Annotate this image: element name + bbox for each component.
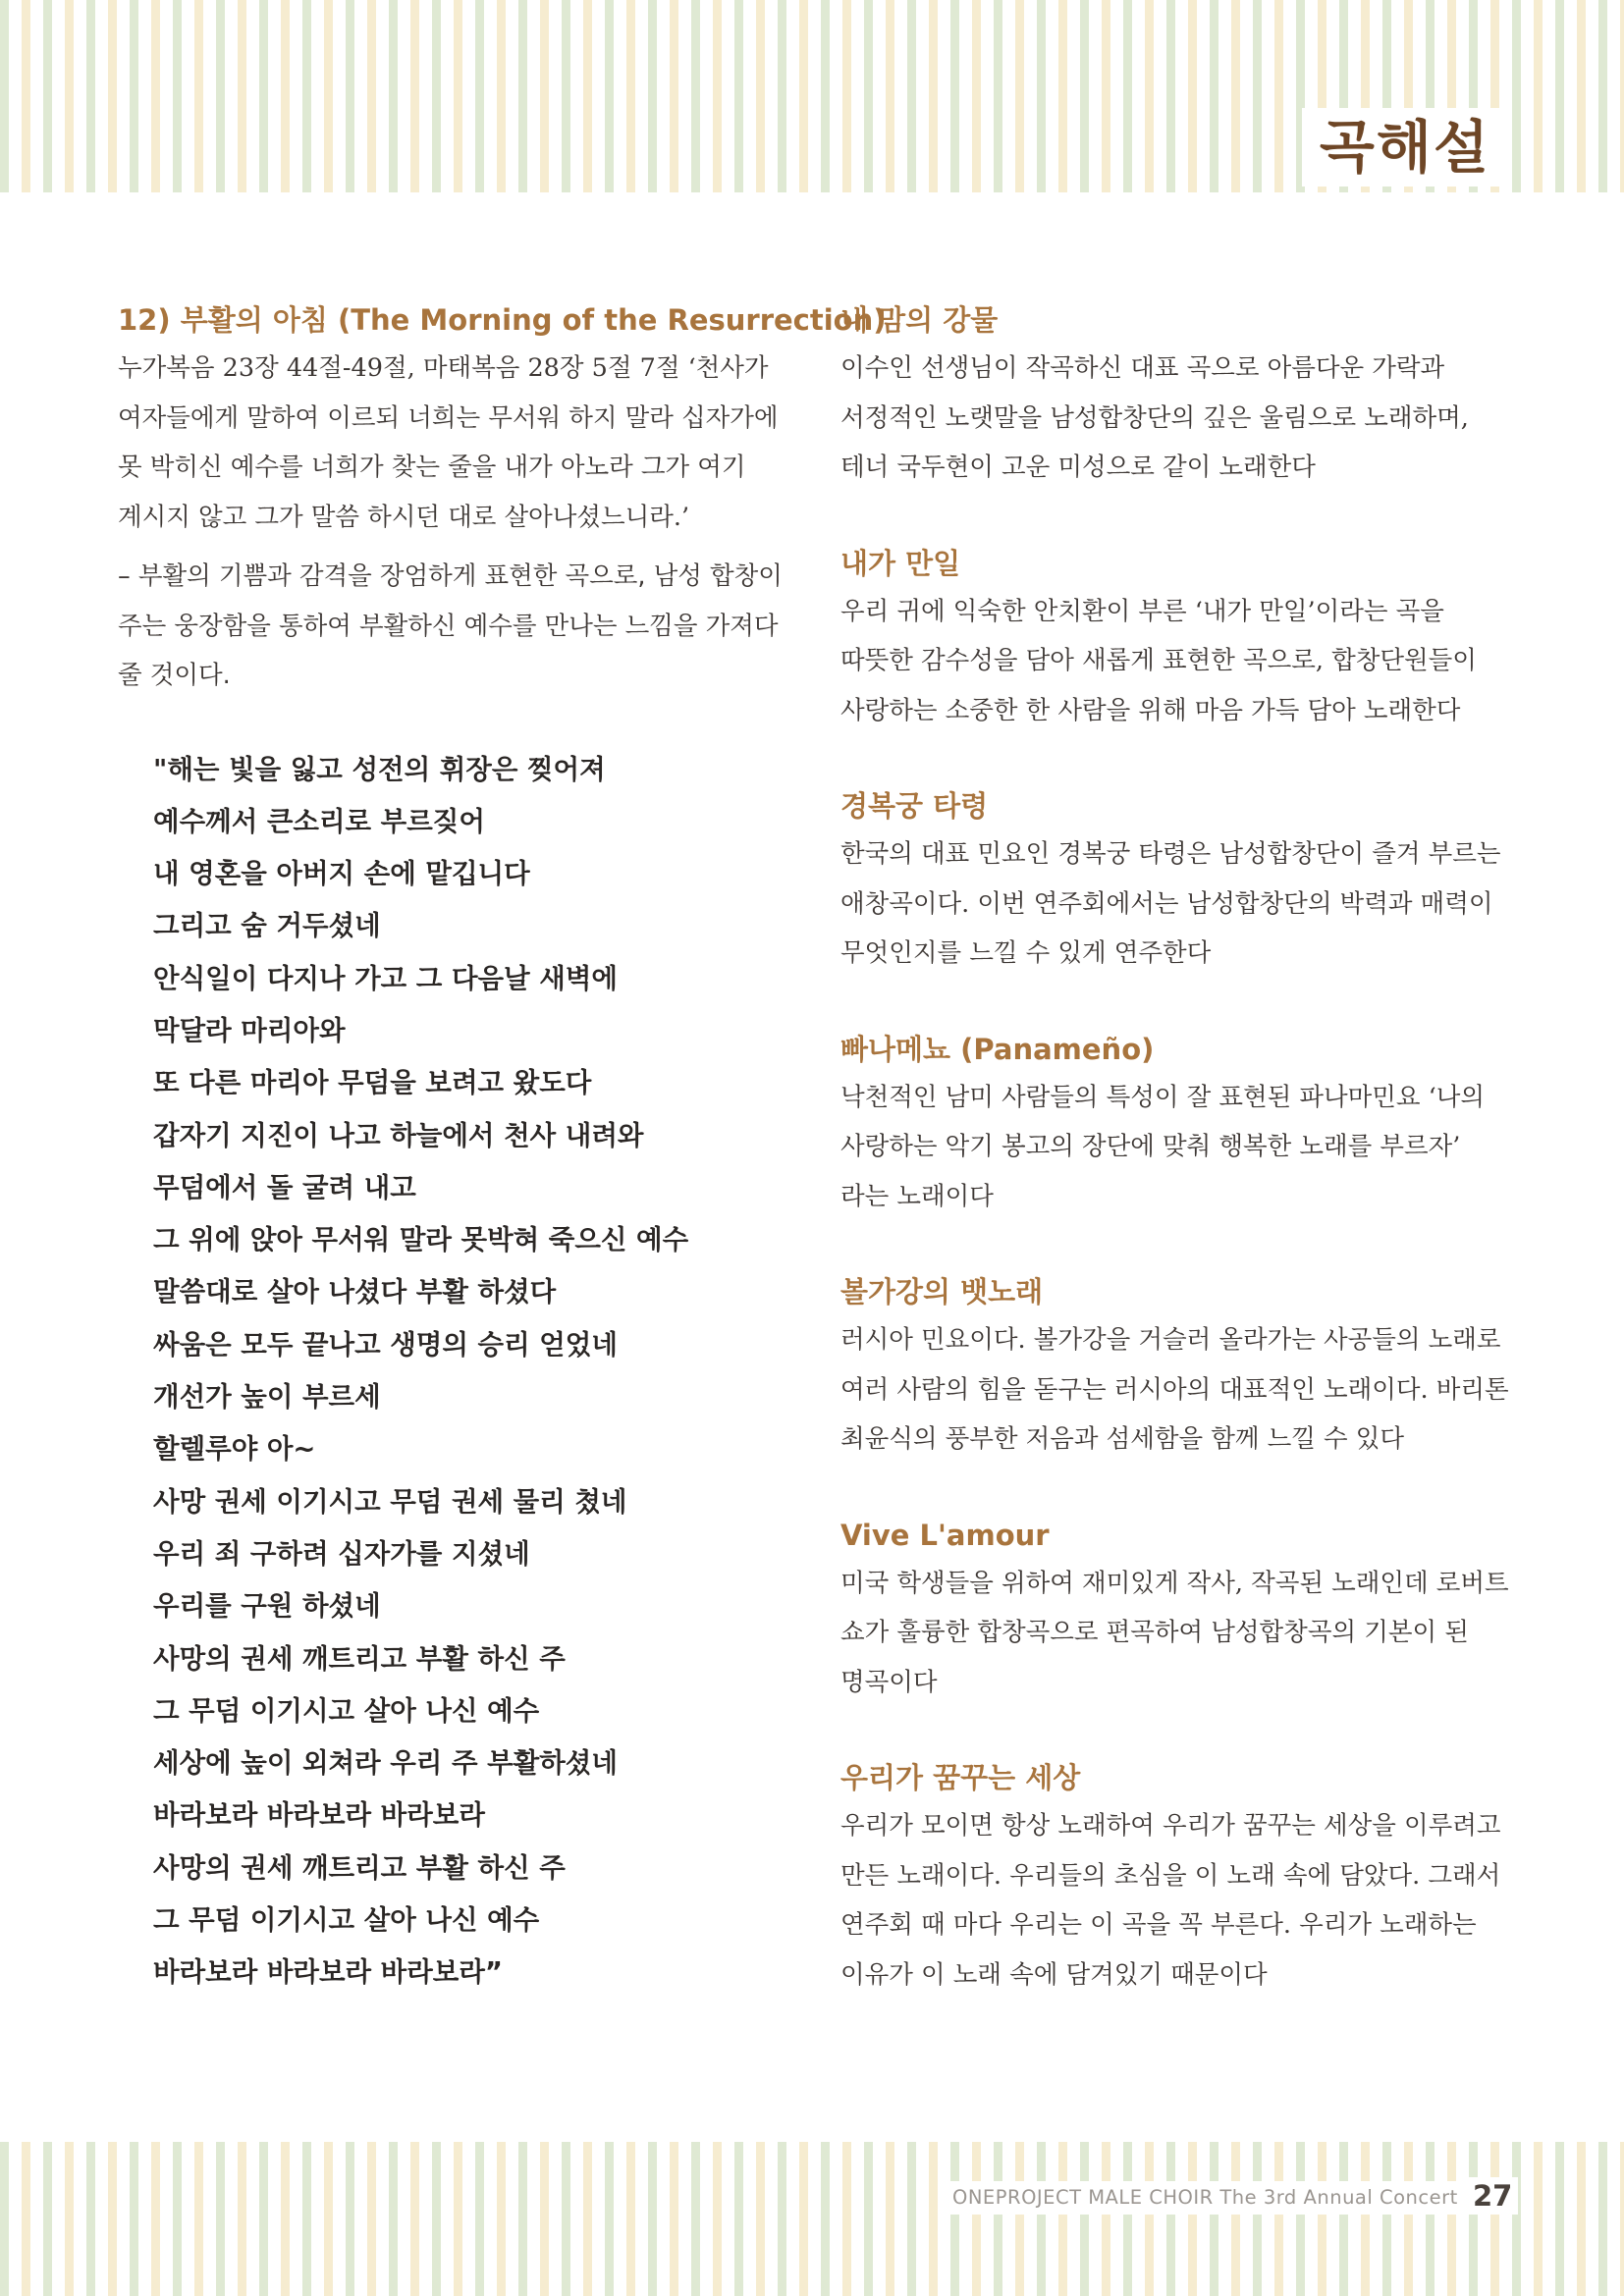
song-section [840, 298, 1514, 493]
description-line: 연주회 때 마다 우리는 이 곡을 꼭 부른다. 우리가 노래하는 [840, 1910, 1477, 1940]
song-heading: 내가 만일 [840, 546, 961, 580]
lyric-line: 또 다른 마리아 무덤을 보려고 왔도다 [153, 1067, 592, 1099]
scripture-paragraph [118, 344, 785, 542]
description-line: 여러 사람의 힘을 돋구는 러시아의 대표적인 노래이다. 바리톤 [840, 1374, 1509, 1405]
lyric-line: 무덤에서 돌 굴려 내고 [153, 1171, 416, 1203]
song-heading: 볼가강의 뱃노래 [840, 1275, 1044, 1308]
song-description [840, 1073, 1514, 1222]
song-section [840, 1514, 1514, 1708]
lyric-line: 우리를 구원 하셨네 [153, 1590, 381, 1623]
lyric-line: 개선가 높이 부르세 [153, 1381, 381, 1414]
paragraph-line: 누가복음 23장 44절-49절, 마태복음 28장 5절 7절 ‘천사가 [118, 353, 769, 383]
song-description [840, 1801, 1514, 2000]
song-heading: 12) 부활의 아침 (The Morning of the Resurrection) [118, 303, 887, 337]
song-heading: 내 맘의 강물 [840, 303, 999, 337]
description-line: 한국의 대표 민요인 경복궁 타령은 남성합창단이 즐겨 부르는 [840, 839, 1501, 869]
left-column [118, 298, 887, 2000]
description-line: 무엇인지를 느낄 수 있게 연주한다 [840, 938, 1212, 968]
lyric-line: 안식일이 다지나 가고 그 다음날 새벽에 [153, 962, 618, 994]
page-header-title: 곡해설 [1302, 108, 1508, 187]
footer-concert-title: ONEPROJECT MALE CHOIR The 3rd Annual Concert [945, 2181, 1466, 2215]
description-line: 라는 노래이다 [840, 1181, 994, 1211]
note-line: 주는 웅장함을 통하여 부활하신 예수를 만나는 느낌을 가져다 [118, 611, 779, 641]
description-line: 테너 국두현이 고운 미성으로 같이 노래한다 [840, 453, 1316, 482]
song-section [840, 542, 1514, 736]
description-line: 낙천적인 남미 사람들의 특성이 잘 표현된 파나마민요 ‘나의 [840, 1082, 1486, 1112]
song-heading: Vive L'amour [840, 1518, 1050, 1552]
lyric-line: 막달라 마리아와 [153, 1014, 346, 1046]
description-line: 이수인 선생님이 작곡하신 대표 곡으로 아름다운 가락과 [840, 353, 1445, 383]
description-line: 러시아 민요이다. 볼가강을 거슬러 올라가는 사공들의 노래로 [840, 1325, 1501, 1355]
description-line: 미국 학생들을 위하여 재미있게 작사, 작곡된 노래인데 로버트 [840, 1568, 1509, 1598]
song-section [840, 1756, 1514, 2000]
description-line: 사랑하는 악기 봉고의 장단에 맞춰 행복한 노래를 부르자’ [840, 1132, 1461, 1161]
lyric-line: 그 위에 앉아 무서워 말라 못박혀 죽으신 예수 [153, 1224, 689, 1256]
description-line: 이유가 이 노래 속에 담겨있기 때문이다 [840, 1959, 1268, 1990]
lyric-line: 바라보라 바라보라 바라보라” [153, 1956, 504, 1989]
description-line: 애창곡이다. 이번 연주회에서는 남성합창단의 박력과 매력이 [840, 888, 1493, 919]
song-heading: 우리가 꿈꾸는 세상 [840, 1761, 1081, 1794]
song-description [840, 829, 1514, 979]
description-line: 명곡이다 [840, 1667, 938, 1697]
paragraph-line: 계시지 않고 그가 말씀 하시던 대로 살아나셨느니라.’ [118, 502, 690, 532]
description-line: 최윤식의 풍부한 저음과 섬세함을 함께 느낄 수 있다 [840, 1424, 1405, 1454]
lyrics-block [153, 744, 785, 2000]
song-description [840, 1315, 1514, 1465]
description-line: 따뜻한 감수성을 담아 새롭게 표현한 곡으로, 합창단원들이 [840, 646, 1477, 675]
song-description [840, 344, 1514, 493]
description-line: 사랑하는 소중한 한 사람을 위해 마음 가득 담아 노래한다 [840, 695, 1461, 725]
lyric-line: 사망 권세 이기시고 무덤 권세 물리 쳤네 [153, 1485, 627, 1518]
note-line: 줄 것이다. [118, 661, 231, 690]
song-section [840, 1270, 1514, 1465]
lyric-line: 말씀대로 살아 나셨다 부활 하셨다 [153, 1276, 557, 1308]
description-line: 만든 노래이다. 우리들의 초심을 이 노래 속에 담았다. 그래서 [840, 1860, 1501, 1891]
bottom-stripe-band [0, 2142, 1624, 2296]
lyric-line: 싸움은 모두 끝나고 생명의 승리 얻었네 [153, 1328, 618, 1361]
lyric-line: 할렐루야 아~ [153, 1433, 316, 1466]
lyric-line: 바라보라 바라보라 바라보라 [153, 1799, 485, 1832]
paragraph-line: 못 박히신 예수를 너희가 찾는 줄을 내가 아노라 그가 여기 [118, 453, 746, 482]
description-line: 우리 귀에 익숙한 안치환이 부른 ‘내가 만일’이라는 곡을 [840, 596, 1444, 626]
description-note [118, 552, 785, 701]
song-section [840, 784, 1514, 979]
lyric-line: 예수께서 큰소리로 부르짖어 [153, 805, 485, 837]
song-section [840, 1028, 1514, 1222]
lyric-line: 그리고 숨 거두셨네 [153, 910, 381, 942]
lyric-line: 우리 죄 구하려 십자가를 지셨네 [153, 1537, 530, 1570]
lyric-line: 그 무덤 이기시고 살아 나신 예수 [153, 1904, 540, 1937]
lyric-line: 내 영혼을 아버지 손에 맡깁니다 [153, 858, 530, 890]
lyric-line: 사망의 권세 깨트리고 부활 하신 주 [153, 1642, 566, 1675]
song-description [840, 1559, 1514, 1708]
lyric-line: 사망의 권세 깨트리고 부활 하신 주 [153, 1851, 566, 1884]
page-number: 27 [1467, 2177, 1518, 2215]
description-line: 우리가 모이면 항상 노래하여 우리가 꿈꾸는 세상을 이루려고 [840, 1811, 1501, 1841]
song-heading: 빠나메뇨 (Panameño) [840, 1032, 1155, 1066]
description-line: 쇼가 훌륭한 합창곡으로 편곡하여 남성합창곡의 기본이 된 [840, 1618, 1469, 1647]
paragraph-line: 여자들에게 말하여 이르되 너희는 무서워 하지 말라 십자가에 [118, 402, 779, 433]
lyric-line: "해는 빛을 잃고 성전의 휘장은 찢어져 [153, 753, 606, 785]
song-heading: 경복궁 타령 [840, 789, 989, 823]
lyric-line: 그 무덤 이기시고 살아 나신 예수 [153, 1694, 540, 1727]
right-column [840, 298, 1514, 2049]
lyric-line: 세상에 높이 외쳐라 우리 주 부활하셨네 [153, 1747, 618, 1780]
lyric-line: 갑자기 지진이 나고 하늘에서 천사 내려와 [153, 1119, 644, 1151]
song-description [840, 587, 1514, 736]
note-line: – 부활의 기쁨과 감격을 장엄하게 표현한 곡으로, 남성 합창이 [118, 561, 783, 591]
description-line: 서정적인 노랫말을 남성합창단의 깊은 울림으로 노래하며, [840, 402, 1469, 433]
